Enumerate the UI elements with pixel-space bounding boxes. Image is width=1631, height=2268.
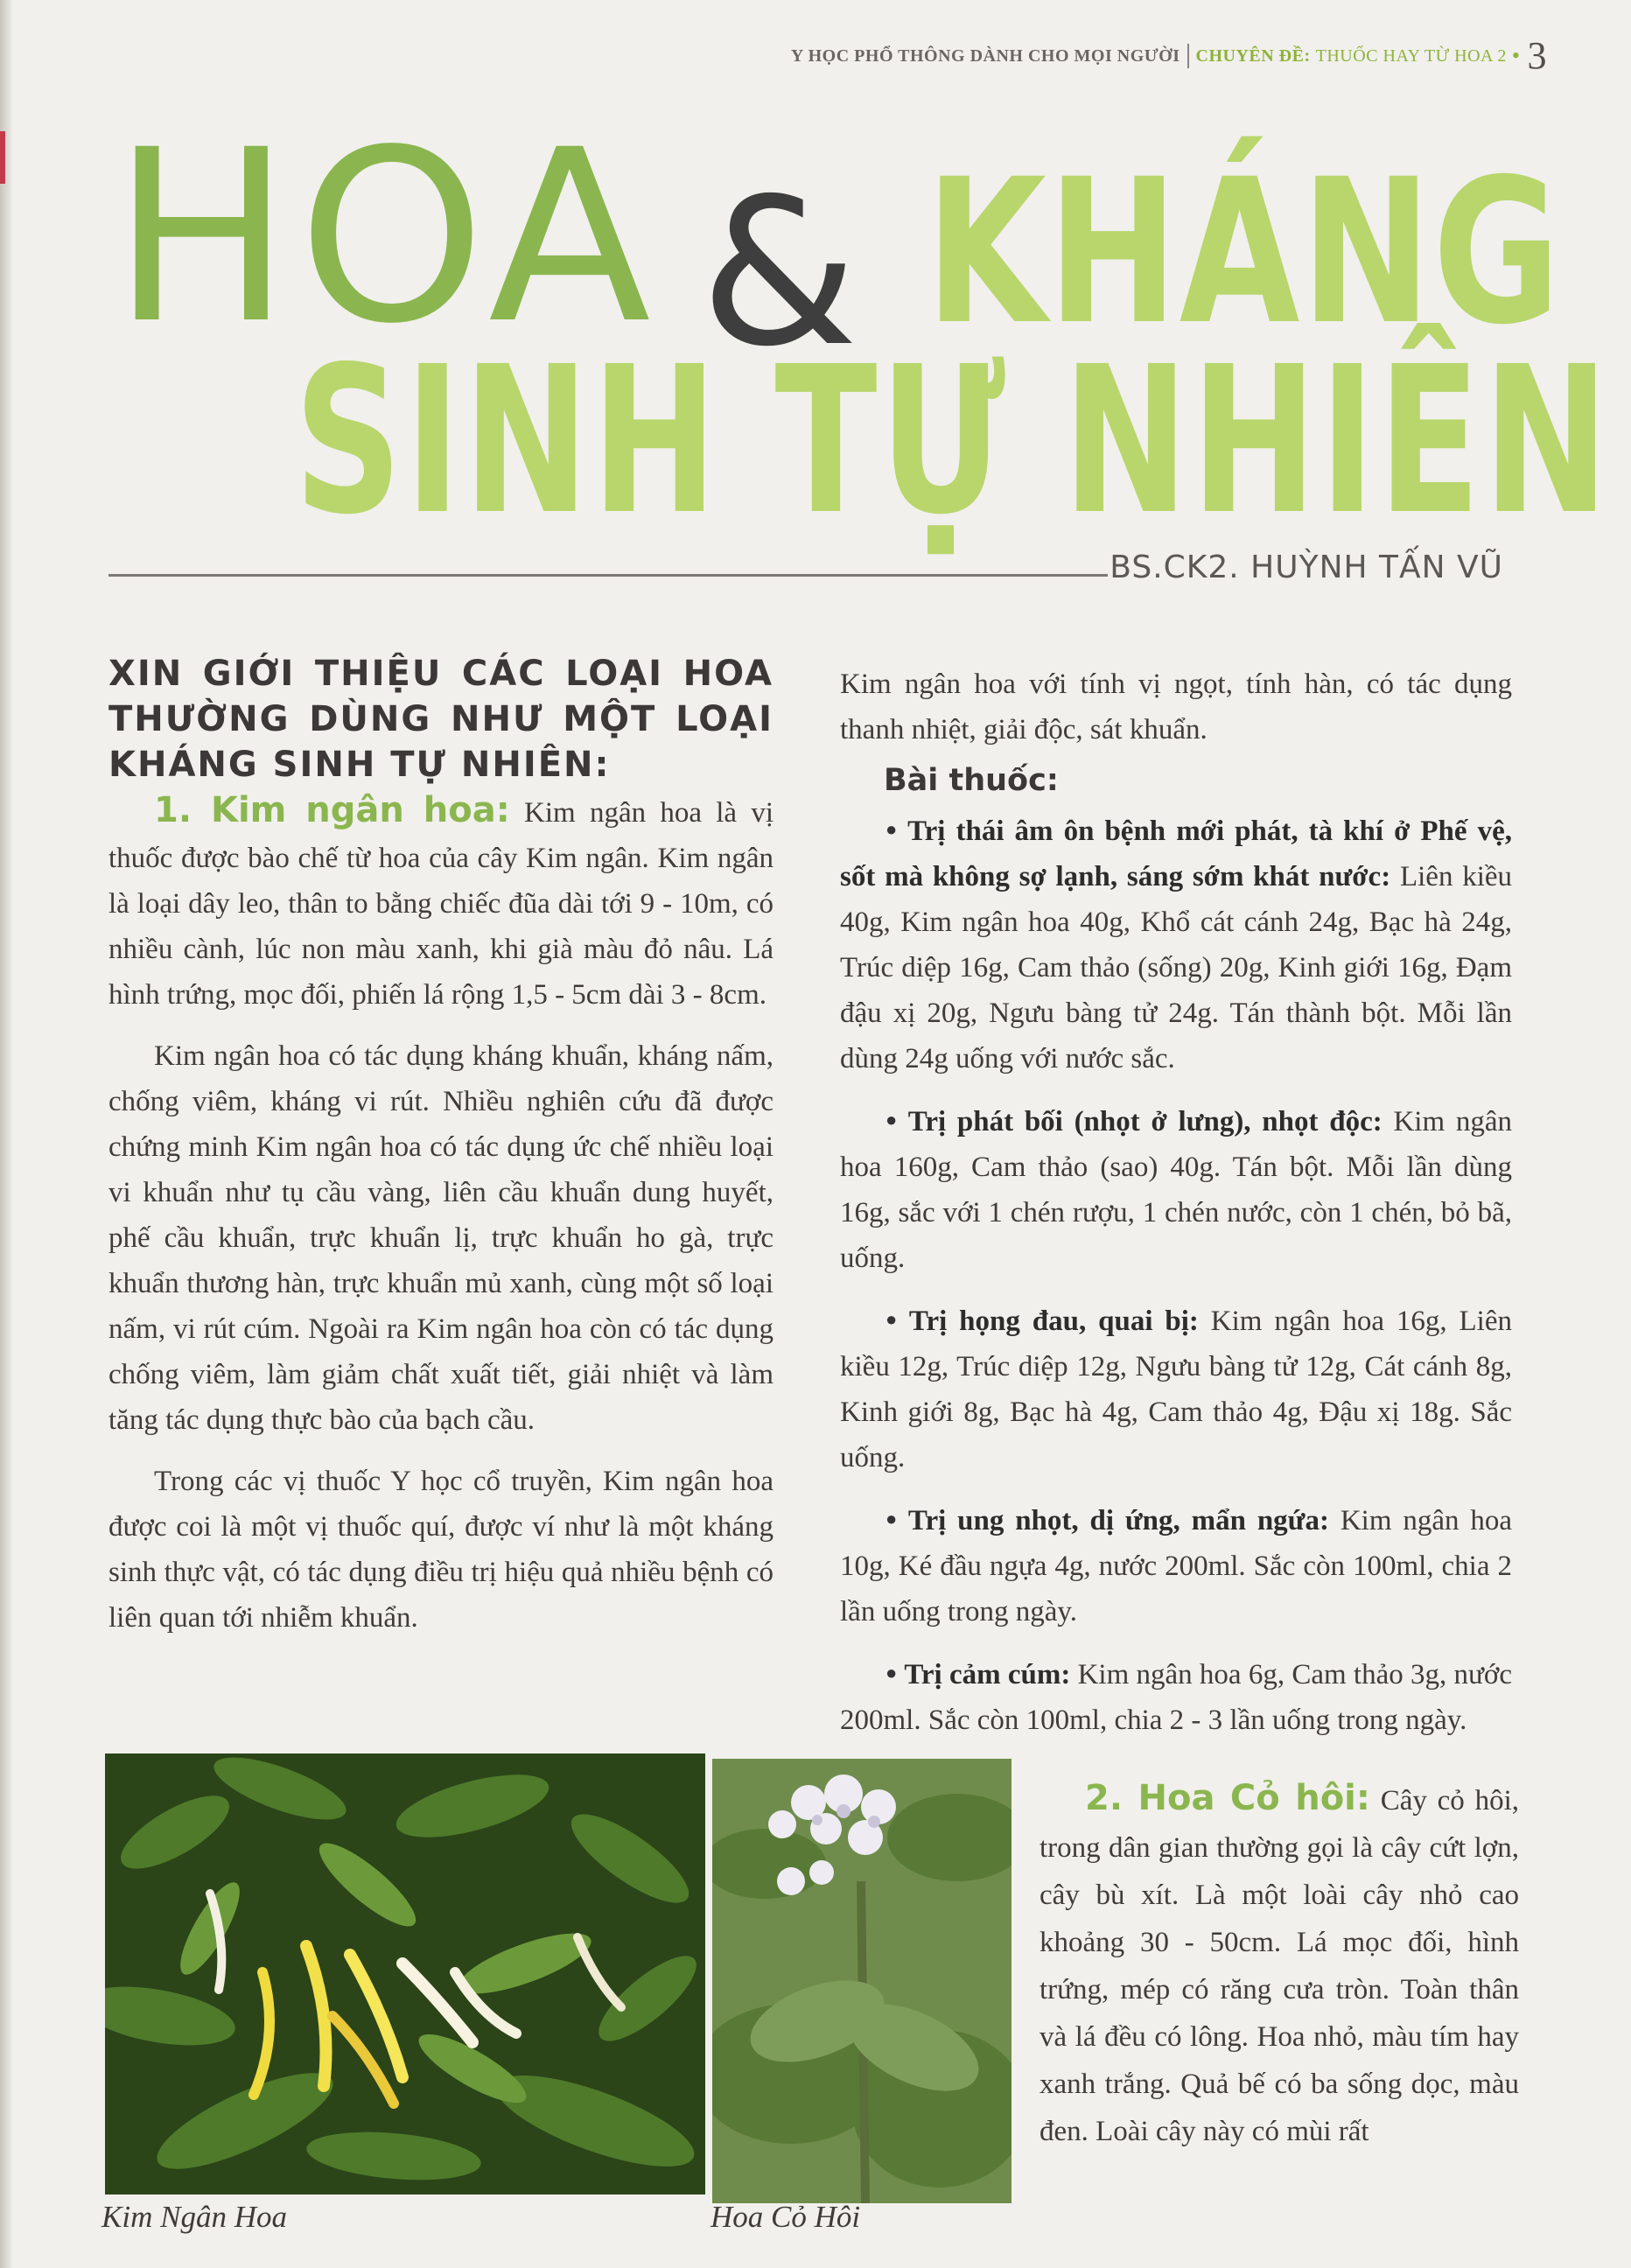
remedy-text: Kim ngân hoa 16g, Liên kiều 12g, Trúc diệp 12g, Ngưu bàng tử 12g, Cát cánh 8g, Kinh giới 8g, Bạc hà 4g, Cam thảo 4g, Đậu xị 18g. Sắc uống. [840,1306,1512,1474]
honeysuckle-photo [105,1754,705,2194]
bullet-icon: ● [886,1308,902,1330]
right-column [840,662,1512,1743]
remedy-item [840,1097,1512,1281]
remedy-text: Kim ngân hoa 160g, Cam thảo (sao) 40g. Tán bột. Mỗi lần dùng 16g, sắc với 1 chén rượu, 1 chén nước, còn 1 chén, bỏ bã, uống. [840,1106,1512,1274]
remedy-title: Trị thái âm ôn bệnh mới phát, tà khí ở Phế vệ, sốt mà không sợ lạnh, sáng sớm khát nước: [840,816,1512,892]
remedy-text: Liên kiều 40g, Kim ngân hoa 40g, Khổ cát cánh 24g, Bạc hà 24g, Trúc diệp 16g, Cam thảo (sống) 20g, Kinh giới 16g, Đạm đậu xị 20g, Ngưu bàng tử 24g. Tán thành bột. Mỗi lần dùng 24g uống với nước sắc. [840,861,1513,1074]
title-line-2: SINH TỰ NHIÊN [294,323,1612,559]
byline-rule [108,574,1108,577]
photo-caption: Kim Ngân Hoa [102,2200,287,2234]
bullet-icon: ● [886,1508,901,1530]
journal-name: Y HỌC PHỔ THÔNG DÀNH CHO MỌI NGƯỜI [790,46,1180,66]
section2-column [1040,1774,1519,2155]
remedy-title: Trị ung nhọt, dị ứng, mẩn ngứa: [907,1505,1329,1536]
header-divider [1187,44,1189,68]
remedy-item [840,1297,1512,1480]
remedy-item [840,807,1512,1082]
remedy-text: Kim ngân hoa 10g, Ké đầu ngựa 4g, nước 200ml. Sắc còn 100ml, chia 2 lần uống trong ngày. [840,1505,1513,1628]
topic-label: CHUYÊN ĐỀ: [1195,46,1311,66]
section2-heading: 2. Hoa Cỏ hôi: [1085,1778,1370,1818]
page-number: 3 [1527,34,1547,77]
topic-name: THUỐC HAY TỪ HOA 2 [1315,46,1507,66]
section1-para-4: Kim ngân hoa với tính vị ngọt, tính hàn, có tác dụng thanh nhiệt, giải độc, sát khuẩn. [840,668,1512,746]
remedy-item [840,1650,1512,1743]
section1-para-2: Kim ngân hoa có tác dụng kháng khuẩn, kháng nấm, chống viêm, kháng vi rút. Nhiều nghiên cứu đã được chứng minh Kim ngân hoa có tác dụng ức chế nhiều loại vi khuẩn như tụ cầu vàng, liên cầu khuẩn dung huyết, phế cầu khuẩn, trực khuẩn lị, trực khuẩn ho gà, trực khuẩn thương hàn, trực khuẩn mủ xanh, cùng một số loại nấm, vi rút cúm. Ngoài ra Kim ngân hoa còn có tác dụng chống viêm, làm giảm chất xuất tiết, giải nhiệt và làm tăng tác dụng thực bào của bạch cầu. [108,1040,774,1436]
page-edge [0,0,12,2268]
intro-lead: XIN GIỚI THIỆU CÁC LOẠI HOA THƯỜNG DÙNG NHƯ MỘT LOẠI KHÁNG SINH TỰ NHIÊN: [108,654,774,785]
left-column [108,651,774,1641]
bullet-icon: ● [886,818,901,840]
photo-caption: Hoa Cỏ Hôi [710,2200,861,2234]
remedy-title: Trị phát bối (nhọt ở lưng), nhọt độc: [907,1106,1382,1138]
running-header [790,34,1547,77]
section1-heading: 1. Kim ngân hoa: [154,790,510,830]
header-dot: • [1511,43,1521,68]
remedy-item [840,1496,1512,1634]
byline: BS.CK2. HUỲNH TẤN VŨ [1110,550,1503,585]
title-word-khang: KHÁNG [926,136,1562,368]
remedy-title: Trị họng đau, quai bị: [908,1306,1199,1337]
title-word-hoa: HOA [112,100,658,376]
honeysuckle-illustration [105,1754,705,2194]
ageratum-photo [712,1759,1012,2203]
section2-para [1040,1774,1519,2155]
bullet-icon: ● [886,1109,901,1130]
page-edge-mark [0,131,5,184]
remedy-title: Trị cảm cúm: [904,1659,1071,1690]
bullet-icon: ● [886,1662,898,1684]
section1-para-3: Trong các vị thuốc Y học cổ truyền, Kim ngân hoa được coi là một vị thuốc quí, được ví như là một kháng sinh thực vật, có tác dụng điều trị hiệu quả nhiều bệnh có liên quan tới nhiễm khuẩn. [108,1466,774,1634]
section1-para-1 [108,788,774,1018]
section2-text: Cây cỏ hôi, trong dân gian thường gọi là cây cứt lợn, cây bù xít. Là một loài cây nhỏ cao khoảng 30 - 50cm. Lá mọc đối, hình trứng, mép có răng cưa tròn. Toàn thân và lá đều có lông. Hoa nhỏ, màu tím hay xanh trắng. Quả bế có ba sống dọc, màu đen. Loài cây này có mùi rất [1040,1785,1519,2147]
section1-p1-text: Kim ngân hoa là vị thuốc được bào chế từ hoa của cây Kim ngân. Kim ngân là loại dây leo, thân to bằng chiếc đũa dài tới 9 - 10m, có nhiều cành, lúc non màu xanh, khi già màu đỏ nâu. Lá hình trứng, mọc đối, phiến lá rộng 1,5 - 5cm dài 3 - 8cm. [108,797,774,1011]
title-ampersand: & [700,155,858,391]
remedy-text: Kim ngân hoa 6g, Cam thảo 3g, nước 200ml. Sắc còn 100ml, chia 2 - 3 lần uống trong ngày. [840,1659,1513,1736]
ageratum-illustration [712,1759,1012,2203]
remedies-heading: Bài thuốc: [884,763,1059,798]
